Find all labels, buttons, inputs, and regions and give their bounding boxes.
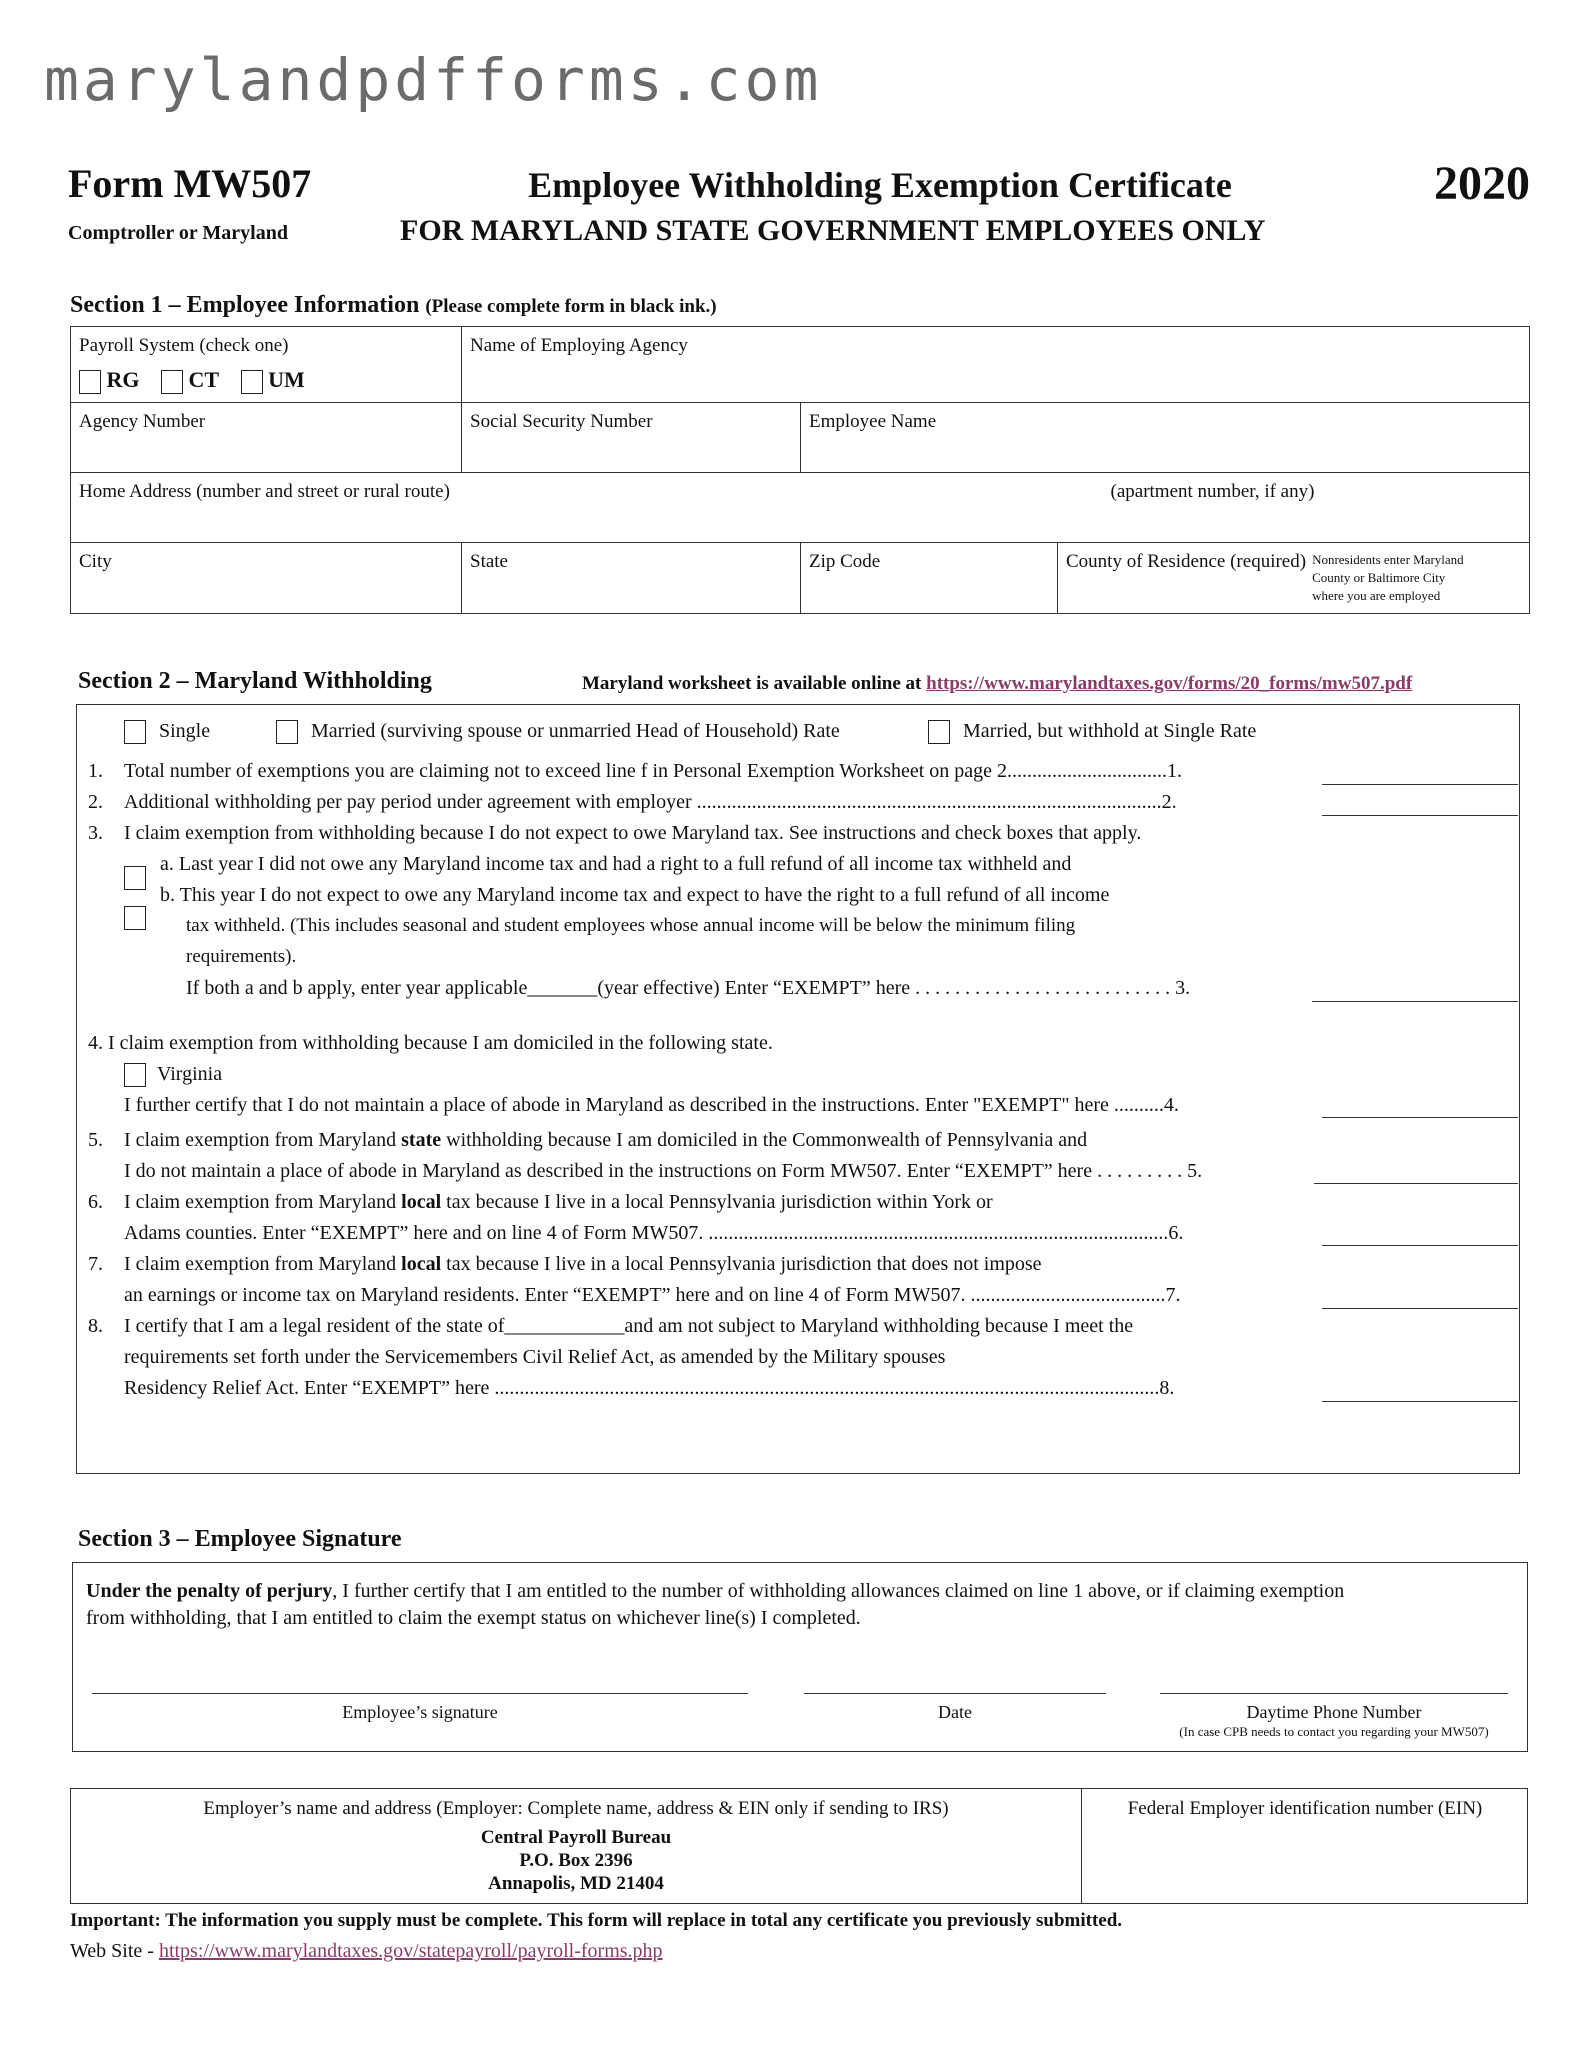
signature-input[interactable] <box>92 1693 748 1694</box>
employee-name-field[interactable] <box>801 402 1530 472</box>
apartment-label: (apartment number, if any) <box>1110 480 1315 502</box>
line3-number: 3. <box>88 822 103 844</box>
worksheet-link[interactable]: https://www.marylandtaxes.gov/forms/20_forms/mw507.pdf <box>926 673 1413 694</box>
important-note: Important: The information you supply must be complete. This form will replace in total any certificate you previously submitted. <box>70 1910 1123 1931</box>
line3-text: I claim exemption from withholding because I do not expect to owe Maryland tax. See instructions and check boxes that apply. <box>124 822 1142 844</box>
comptroller-label: Comptroller or Maryland <box>68 222 288 244</box>
ssn-label: Social Security Number <box>470 410 653 432</box>
employing-agency-field[interactable] <box>462 327 1530 403</box>
line5-text <box>124 1129 1087 1152</box>
employing-agency-label: Name of Employing Agency <box>470 335 688 356</box>
line8-cont: Residency Relief Act. Enter “EXEMPT” here .....................................................................................................................................8. <box>124 1377 1175 1399</box>
line4-cert: I further certify that I do not maintain a place of abode in Maryland as described in the instructions. Enter "EXEMPT" here ..........4. <box>124 1094 1179 1116</box>
website-label: Web Site - <box>70 1940 159 1962</box>
ssn-field[interactable] <box>462 402 801 472</box>
state-label: State <box>470 550 508 572</box>
section1-note: (Please complete form in black ink.) <box>425 296 717 317</box>
employer-po-box: P.O. Box 2396 <box>519 1850 633 1871</box>
line3-year-text: If both a and b apply, enter year applicable_______(year effective) Enter “EXEMPT” here . . . . . . . . . . . . . . . . . . . . . . . . . . 3. <box>186 977 1191 999</box>
line3b-cont: requirements). <box>186 946 297 967</box>
agency-number-label: Agency Number <box>79 410 206 432</box>
line8-number: 8. <box>88 1315 103 1337</box>
state-field[interactable] <box>462 542 801 613</box>
penalty-text: from withholding, that I am entitled to claim the exempt status on whichever line(s) I completed. <box>86 1607 861 1629</box>
line1-number: 1. <box>88 760 103 782</box>
section1-title: Section 1 – Employee Information <box>70 292 420 318</box>
employee-info-table <box>70 326 1530 614</box>
form-year: 2020 <box>1434 157 1530 210</box>
county-note-line: Nonresidents enter Maryland <box>1312 551 1464 567</box>
single-label: Single <box>159 720 211 742</box>
form-title: Employee Withholding Exemption Certificate <box>528 165 1232 205</box>
penalty-statement <box>86 1578 1516 1632</box>
penalty-text: , I further certify that I am entitled to the number of withholding allowances claimed on line 1 above, or if claiming exemption <box>332 1580 1345 1602</box>
um-checkbox[interactable] <box>241 370 263 394</box>
married-single-rate-label: Married, but withhold at Single Rate <box>963 720 1257 742</box>
section3-heading: Section 3 – Employee Signature <box>78 1526 402 1552</box>
agency-number-field[interactable] <box>71 402 462 472</box>
zip-field[interactable] <box>801 542 1058 613</box>
line5-number: 5. <box>88 1129 103 1151</box>
payroll-options <box>79 367 453 394</box>
payroll-system-cell <box>71 327 462 403</box>
line7-text <box>124 1253 1042 1276</box>
penalty-bold: Under the penalty of perjury <box>86 1580 333 1602</box>
line2-input[interactable] <box>1322 815 1518 816</box>
signature-label: Employee’s signature <box>342 1702 498 1722</box>
line4-text: 4. I claim exemption from withholding because I am domiciled in the following state. <box>88 1032 773 1054</box>
home-address-field[interactable] <box>71 472 1530 542</box>
section1-heading <box>70 292 717 319</box>
line5-part: I claim exemption from Maryland <box>124 1129 397 1151</box>
line6-part: I claim exemption from Maryland <box>124 1191 397 1213</box>
line8-text: I certify that I am a legal resident of the state of____________and am not subject to Maryland withholding because I meet the <box>124 1315 1134 1337</box>
employer-name: Central Payroll Bureau <box>480 1827 672 1848</box>
worksheet-text: Maryland worksheet is available online at <box>582 673 922 694</box>
phone-label: Daytime Phone Number <box>1246 1702 1422 1722</box>
line7-number: 7. <box>88 1253 103 1275</box>
site-watermark: marylandpdfforms.com <box>44 46 823 114</box>
form-subtitle: FOR MARYLAND STATE GOVERNMENT EMPLOYEES ONLY <box>400 214 1266 247</box>
home-address-label: Home Address (number and street or rural route) <box>79 480 450 502</box>
zip-label: Zip Code <box>809 550 881 572</box>
line6-cont: Adams counties. Enter “EXEMPT” here and on line 4 of Form MW507. ............................................................................................6. <box>124 1222 1184 1244</box>
website-line <box>70 1940 663 1963</box>
line3b-cont: tax withheld. (This includes seasonal and student employees whose annual income will be below the minimum filing <box>186 915 1076 936</box>
virginia-checkbox[interactable] <box>124 1063 146 1087</box>
married-label: Married (surviving spouse or unmarried Head of Household) Rate <box>311 720 840 742</box>
line5-bold: state <box>401 1129 442 1151</box>
line3b-text: b. This year I do not expect to owe any Maryland income tax and expect to have the right to a full refund of all income <box>160 884 1110 906</box>
married-single-rate-checkbox[interactable] <box>928 720 950 744</box>
employer-label: Employer’s name and address (Employer: Complete name, address & EIN only if sending to IRS) <box>203 1798 949 1819</box>
line7-cont: an earnings or income tax on Maryland residents. Enter “EXEMPT” here and on line 4 of Form MW507. .......................................7. <box>124 1284 1181 1306</box>
line5-cont: I do not maintain a place of abode in Maryland as described in the instructions on Form MW507. Enter “EXEMPT” here . . . . . . . . . 5. <box>124 1160 1203 1182</box>
line6-text <box>124 1191 993 1214</box>
um-label: UM <box>268 367 305 392</box>
rg-checkbox[interactable] <box>79 370 101 394</box>
date-label: Date <box>938 1702 972 1722</box>
line4-input[interactable] <box>1322 1117 1518 1118</box>
line2-number: 2. <box>88 791 103 813</box>
form-number: Form MW507 <box>68 161 312 206</box>
ct-checkbox[interactable] <box>161 370 183 394</box>
payroll-system-label: Payroll System (check one) <box>79 335 289 356</box>
line7-part: I claim exemption from Maryland <box>124 1253 397 1275</box>
married-checkbox[interactable] <box>276 720 298 744</box>
line7-input[interactable] <box>1322 1308 1518 1309</box>
employee-name-label: Employee Name <box>809 410 937 432</box>
county-field[interactable] <box>1058 542 1530 613</box>
single-checkbox[interactable] <box>124 720 146 744</box>
line1-input[interactable] <box>1322 784 1518 785</box>
ein-field[interactable]: Federal Employer identification number (EIN) <box>1127 1798 1483 1819</box>
date-input[interactable] <box>804 1693 1106 1694</box>
line8-input[interactable] <box>1322 1401 1518 1402</box>
county-note <box>1312 551 1464 605</box>
employer-divider <box>1081 1788 1082 1904</box>
line8-cont: requirements set forth under the Servicemembers Civil Relief Act, as amended by the Military spouses <box>124 1346 946 1368</box>
line6-part: tax because I live in a local Pennsylvania jurisdiction within York or <box>446 1191 993 1213</box>
county-note-line: County or Baltimore City <box>1312 569 1446 585</box>
virginia-label: Virginia <box>157 1063 223 1085</box>
line3a-text: a. Last year I did not owe any Maryland income tax and had a right to a full refund of all income tax withheld and <box>160 853 1072 875</box>
phone-note: (In case CPB needs to contact you regarding your MW507) <box>1179 1724 1489 1739</box>
line3-input[interactable] <box>1312 1001 1518 1002</box>
worksheet-note <box>582 673 1412 695</box>
line7-bold: local <box>401 1253 442 1275</box>
phone-input[interactable] <box>1160 1693 1508 1694</box>
line3b-checkbox[interactable] <box>124 906 146 930</box>
section2-heading: Section 2 – Maryland Withholding <box>78 668 432 694</box>
filing-status-row <box>124 720 210 744</box>
line6-input[interactable] <box>1322 1245 1518 1246</box>
line1-text: Total number of exemptions you are claiming not to exceed line f in Personal Exemption Worksheet on page 2................................1. <box>124 760 1183 782</box>
city-field[interactable] <box>71 542 462 613</box>
website-link[interactable]: https://www.marylandtaxes.gov/statepayroll/payroll-forms.php <box>158 1940 663 1962</box>
county-label: County of Residence (required) <box>1066 550 1307 572</box>
line7-part: tax because I live in a local Pennsylvania jurisdiction that does not impose <box>446 1253 1042 1275</box>
line6-number: 6. <box>88 1191 103 1213</box>
line6-bold: local <box>401 1191 442 1213</box>
line5-input[interactable] <box>1314 1183 1518 1184</box>
city-label: City <box>79 550 112 572</box>
rg-label: RG <box>106 367 140 392</box>
county-note-line: where you are employed <box>1312 587 1441 603</box>
line2-text: Additional withholding per pay period under agreement with employer .............................................................................................2. <box>124 791 1177 813</box>
ct-label: CT <box>188 367 220 392</box>
line5-part: withholding because I am domiciled in the Commonwealth of Pennsylvania and <box>446 1129 1088 1151</box>
line3a-checkbox[interactable] <box>124 866 146 890</box>
employer-city: Annapolis, MD 21404 <box>488 1873 664 1894</box>
employer-address <box>72 1826 1080 1895</box>
